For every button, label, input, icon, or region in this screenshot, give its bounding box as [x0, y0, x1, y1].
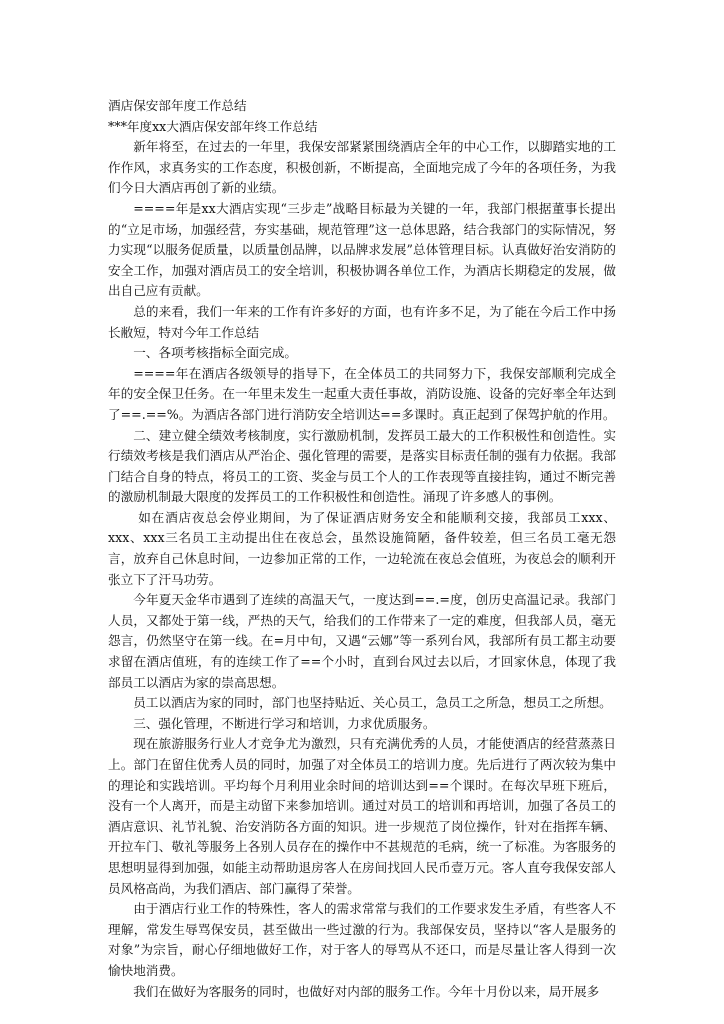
paragraph-care: 员工以酒店为家的同时，部门也坚持贴近、关心员工，急员工之所急，想员工之所想。: [133, 695, 612, 711]
document-subtitle: ***年度xx大酒店保安部年终工作总结: [108, 118, 318, 134]
paragraph-training: 现在旅游服务行业人才竞争尤为激烈，只有充满优秀的人员，才能使酒店的经营蒸蒸日上。部门在留住优秀人员的同时，加强了对全体员工的培训力度。先后进行了两次较为集中的理论和实践培训。平均每个月利用业余时间的培训达到==个课时。在每次早班下班后，没有一个人离开，而是主动留下来参加培训。通过对员工的培训和再培训，加强了各员工的酒店意识、礼节礼貌、治安消防各方面的知识。进一步规范了岗位操作，针对在指挥车辆、开拉车门、敬礼等服务上各别人员存在的操作中不甚规范的毛病，统一了标准。为客服务的思想明显得到加强，如能主动帮助退房客人在房间找回人民币壹万元。客人直夸我保安部人员风格高尚，为我们酒店、部门赢得了荣誉。: [108, 736, 616, 896]
section-heading-3: 三、强化管理，不断进行学习和培训，力求优质服务。: [133, 715, 436, 731]
section-heading-1: 一、各项考核指标全面完成。: [133, 345, 297, 361]
paragraph-overview: 总的来看，我们一年来的工作有许多好的方面，也有许多不足，为了能在今后工作中扬长敝短，特对今年工作总结: [108, 303, 616, 340]
document-page: [108, 96, 616, 1002]
paragraph-internal: 我们在做好为客服务的同时，也做好对内部的服务工作。今年十月份以来，局开展多: [133, 983, 600, 999]
paragraph-targets: ====年在酒店各级领导的指导下，在全体员工的共同努力下，我保安部顺利完成全年的安全保卫任务。在一年里未发生一起重大责任事故，消防设施、设备的完好率全年达到了==.==%。为酒店各部门进行消防安全培训达==多课时。真正起到了保驾护航的作用。: [108, 365, 616, 422]
paragraph-performance: 二、建立健全绩效考核制度，实行激励机制，发挥员工最大的工作积极性和创造性。实行绩效考核是我们酒店从严治企、强化管理的需要，是落实目标责任制的强有力依据。我部门结合自身的特点，将员工的工资、奖金与员工个人的工作表现等直接挂钩，通过不断完善的激励机制最大限度的发挥员工的工作积极性和创造性。涌现了许多感人的事例。: [108, 427, 616, 505]
document-title: 酒店保安部年度工作总结: [108, 98, 247, 113]
paragraph-summer: 今年夏天金华市遇到了连续的高温天气，一度达到==.=度，创历史高温记录。我部门人员，又都处于第一线，严热的天气，给我们的工作带来了一定的难度，但我部人员，毫无怨言，仍然坚守在第一线。在=月中旬，又遇“云娜”等一系列台风，我部所有员工都主动要求留在酒店值班，有的连续工作了==个小时，直到台风过去以后，才回家休息，体现了我部员工以酒店为家的崇高思想。: [108, 592, 616, 690]
paragraph-strategy: ====年是xx大酒店实现“三步走”战略目标最为关键的一年，我部门根据董事长提出的“立足市场，加强经营，夯实基础，规范管理”这一总体思路，结合我部门的实际情况，努力实现“以服务促质量，以质量创品牌，以品牌求发展”总体管理目标。认真做好治安消防的安全工作，加强对酒店员工的安全培训，积极协调各单位工作，为酒店长期稳定的发展，做出自己应有贡献。: [108, 200, 616, 299]
paragraph-guests: 由于酒店行业工作的特殊性，客人的需求常常与我们的工作要求发生矛盾，有些客人不理解，常发生辱骂保安员，甚至做出一些过激的行为。我部保安员，坚持以“客人是服务的对象”为宗旨，耐心仔细地做好工作，对于客人的辱骂从不还口，而是尽量让客人得到一次愉快地消费。: [108, 901, 616, 978]
paragraph-nightclub: 如在酒店夜总会停业期间，为了保证酒店财务安全和能顺利交接，我部员工xxx、xxx、xxx三名员工主动提出住在夜总会，虽然设施简陋，备件较差，但三名员工毫无怨言，放弃自己休息时间，一边参加正常的工作，一边轮流在夜总会值班，为夜总会的顺利开张立下了汗马功劳。: [108, 509, 616, 587]
paragraph-intro: 新年将至，在过去的一年里，我保安部紧紧围绕酒店全年的中心工作，以脚踏实地的工作作风，求真务实的工作态度，积极创新，不断提高，全面地完成了今年的各项任务，为我们今日大酒店再创了新的业绩。: [108, 139, 616, 196]
